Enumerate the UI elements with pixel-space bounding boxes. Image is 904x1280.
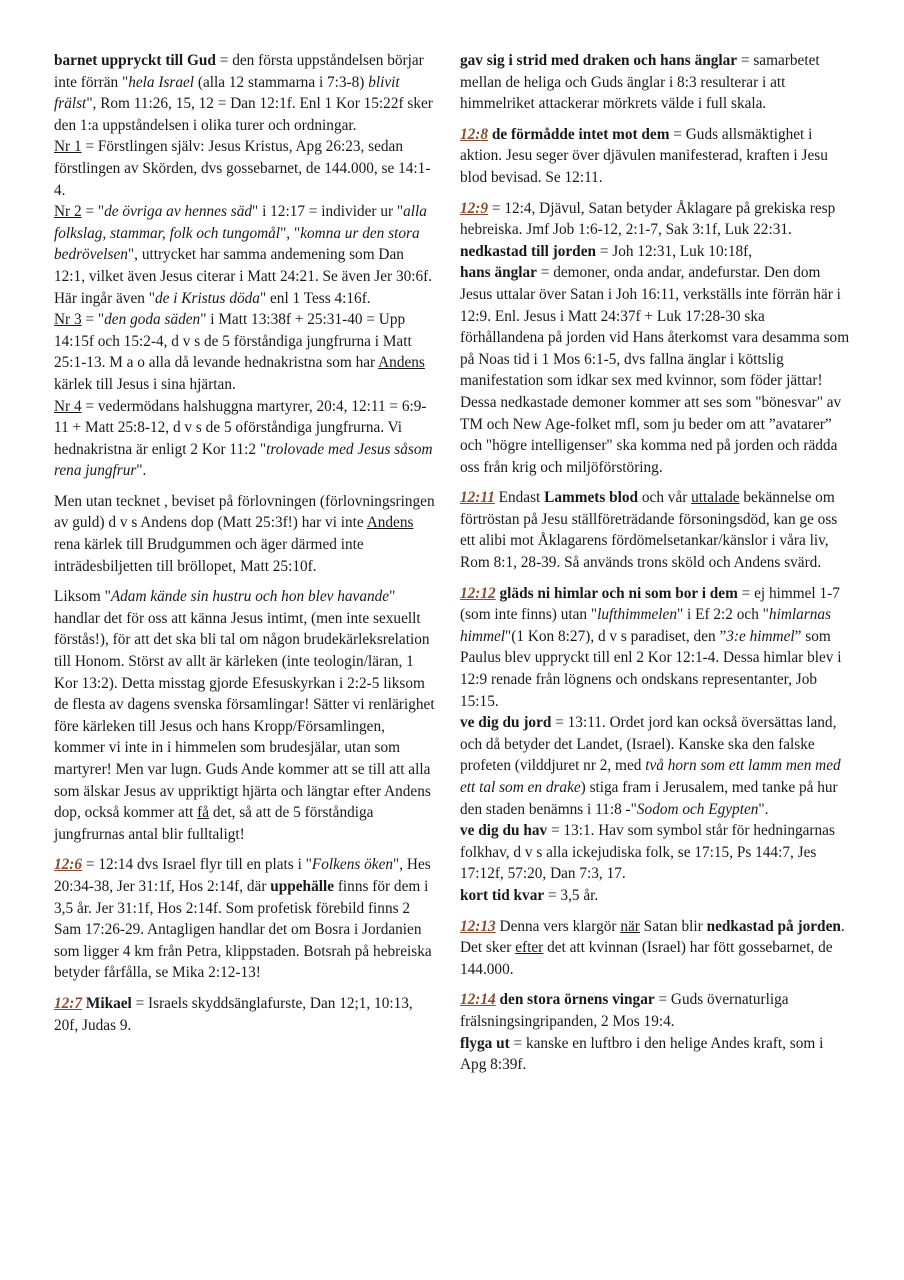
paragraph (54, 854, 438, 984)
paragraph (54, 396, 438, 482)
paragraph (460, 989, 852, 1032)
paragraph (460, 198, 852, 241)
text-run: Endast (494, 489, 545, 507)
text-run: det att kvinnan (Israel) har fött gossebarnet, de 144.000. (460, 939, 833, 978)
bold-term: kort tid kvar (460, 886, 545, 904)
text-run: Denna vers klargör (495, 917, 621, 935)
text-run: Här ingår även " (54, 289, 155, 307)
left-column (54, 50, 438, 1036)
text-run: det, så att de 5 förståndiga jungfrurnas antal blir fulltaligt! (54, 804, 374, 843)
bold-term: Lammets blod (544, 489, 639, 507)
text-run: = demoner, onda andar, andefurstar. Den dom Jesus uttalar över Satan i Joh 16:11, verkställs inte förrän här i 12:9. Enl. Jesus i Matt 24:37f + Luk 17:28-30 ska förhållandena på jorden vid Hans återkomst vara desamma som på Noas tid i 1 Mos 6:1-5, dvs fallna änglar i köttslig manifestation som idkar sex med kvinnor, som föder jättar! Dessa nedkastade demoner kommer att ses som "bönesvar" av TM och New Age-folket mfl, som ju beder om att ”avatarer” och "högre intelligenser" ska komma ned på jorden och rädda oss från krig och miljöförstöring. (460, 264, 850, 476)
italic-quote: två horn som ett lamm men med ett tal som en drake (460, 757, 841, 796)
text-run: = 13:1. Hav som symbol står för hedningarnas folkhav, d v s alla ickejudiska folk, se 17:15, Ps 144:7, Jes 17:12f, 57:20, Dan 7:3, 17. (460, 822, 835, 883)
text-run: " handlar det för oss att känna Jesus intimt, (men inte sexuellt förstås!), för att det ska bli tal om någon brudekärleksrelation till Honom. Störst av allt är kärleken (inte teologin/läran, 1 Kor 13:2). Detta misstag gjorde Efesuskyrkan i 2:2-5 liksom de flesta av dagens svenska församlingar! Sätter vi renlärighet före kärleken till Jesus och hans Kropp/Församlingen, kommer vi inte in i himmelen som brudesjälar, utan som martyrer! Men var lugn. Guds Ande kommer att se till att alla som älskar Jesus av uppriktigt hjärta och längtar efter Andens dop, också kommer att (54, 588, 435, 822)
text-run: "(1 Kon 8:27), d v s paradiset, den ” (505, 627, 727, 645)
verse-reference: 12:11 (460, 489, 495, 507)
bold-term: nedkastad till jorden (460, 242, 596, 260)
text-run: = Israels skyddsänglafurste, Dan 12;1, 10:13, 20f, Judas 9. (54, 994, 413, 1034)
text-run: ", Hes 20:34-38, Jer 31:1f, Hos 2:14f, där (54, 856, 431, 895)
italic-quote: Adam kände sin hustru och hon blev havande (110, 588, 390, 606)
text-run: " i Matt 13:38f + 25:31-40 = Upp 14:15f och 15:2-4, d v s de 5 förståndiga jungfrurna i Matt 25:1-13. M a o alla då levande hednakristna som har (54, 311, 412, 372)
paragraph (54, 50, 438, 136)
text-run: ) stiga fram i Jerusalem, med tanke på hur den staden benämns i 11:8 -" (460, 779, 838, 818)
paragraph (460, 262, 852, 478)
text-run: ", Rom 11:26, 15, 12 = Dan 12:1f. Enl 1 Kor 15:22f sker den 1:a uppståndelsen i olika turer och ordningar. (54, 95, 433, 134)
text-run: = 12:4, Djävul, Satan betyder Åklagare på grekiska resp hebreiska. Jmf Job 1:6-12, 2:1-7, Sak 3:1f, Luk 22:31. (460, 199, 836, 239)
text-run: kärlek till Jesus i sina hjärtan. (54, 375, 236, 393)
italic-quote: Folkens öken (311, 856, 394, 874)
paragraph (54, 201, 438, 287)
italic-quote: hela Israel (128, 73, 195, 91)
verse-reference: 12:13 (460, 917, 496, 935)
paragraph (460, 820, 852, 885)
paragraph (460, 916, 852, 981)
text-run: Satan blir (639, 917, 707, 935)
verse-reference: 12:9 (460, 199, 489, 217)
text-run: = 13:11. Ordet jord kan också översättas land, och då betyder det Landet, (Israel). Kanske ska den falske profeten (vilddjuret nr 2, med (460, 714, 837, 775)
paragraph (460, 241, 852, 263)
text-run: ". (136, 462, 147, 480)
underlined-term: få (197, 804, 210, 822)
italic-quote: de i Kristus döda (154, 289, 260, 307)
bold-term: gläds ni himlar och ni som bor i dem (499, 584, 738, 602)
text-run: = den första uppståndelsen börjar inte förrän " (54, 52, 424, 91)
bold-term: den stora örnens vingar (499, 991, 655, 1009)
italic-quote: blivit frälst (54, 73, 400, 113)
bold-term: ve dig du hav (460, 822, 548, 840)
text-run: (alla 12 stammarna i 7:3-8) (194, 73, 369, 91)
underlined-term: Andens (366, 514, 414, 532)
paragraph (460, 124, 852, 189)
text-run: = kanske en luftbro i den helige Andes kraft, som i Apg 8:39f. (460, 1034, 824, 1074)
text-run: = ej himmel 1-7 (som inte finns) utan " (460, 584, 840, 624)
paragraph (54, 491, 438, 577)
bold-term: hans änglar (460, 264, 537, 282)
paragraph (460, 1033, 852, 1076)
paragraph (460, 50, 852, 115)
text-run: " enl 1 Tess 4:16f. (259, 289, 371, 307)
italic-quote: komna ur den stora bedrövelsen (54, 224, 420, 264)
italic-quote: alla folkslag, stammar, folk och tungomål (54, 203, 427, 242)
underlined-term: Nr 1 (54, 138, 82, 156)
text-run: ", " (280, 224, 301, 242)
verse-reference: 12:6 (54, 856, 83, 874)
bold-term: barnet uppryckt till Gud (54, 52, 216, 69)
underlined-term: Nr 3 (54, 311, 82, 329)
bold-term: gav sig i strid med draken och hans änglar (460, 52, 738, 69)
italic-quote: lufthimmelen (597, 606, 677, 624)
paragraph (54, 288, 438, 310)
text-run: = 12:14 dvs Israel flyr till en plats i " (82, 856, 312, 874)
text-run: Men utan tecknet , beviset på förlovningen (förlovningsringen av guld) d v s Andens dop (Matt 25:3f!) har vi inte (54, 492, 435, 532)
bold-term: ve dig du jord (460, 714, 552, 732)
text-run: = Guds allsmäktighet i aktion. Jesu seger över djävulen manifesterad, kraften i Jesu blod bevisad. Se 12:11. (460, 125, 828, 186)
underlined-term: uttalade (691, 489, 740, 507)
text-run: bekännelse om förtröstan på Jesu ställföreträdande försoningsdöd, kan ge oss ett alibi mot Åklagarens fördömelsetankar/känslor i våra liv, Rom 8:1, 28-39. Så används trons sköld och Andens svärd. (460, 489, 838, 572)
italic-quote: den goda säden (104, 311, 201, 329)
text-run: = " (81, 203, 105, 221)
paragraph (460, 487, 852, 573)
text-run: Liksom " (54, 588, 111, 606)
verse-reference: 12:7 (54, 994, 83, 1012)
text-run: = Guds övernaturliga frälsningsingripanden, 2 Mos 19:4. (460, 991, 789, 1030)
underlined-term: Nr 2 (54, 203, 82, 221)
italic-quote: 3:e himmel (726, 627, 795, 645)
text-run: ” som Paulus blev uppryckt till enl 2 Kor 12:1-4. Dessa himlar blev i 12:9 renade från lögnens och ondskans representanter, Job 15:15. (460, 627, 842, 710)
verse-reference: 12:8 (460, 125, 489, 143)
paragraph (460, 712, 852, 820)
right-column (460, 50, 852, 1076)
text-run: = vedermödans halshuggna martyrer, 20:4, 12:11 = 6:9-11 + Matt 25:8-12, d v s de 5 oförståndiga jungfrurna. Vi hednakristna är enligt 2 Kor 11:2 " (54, 397, 427, 458)
text-run: ", uttrycket har samma andemening som Dan 12:1, vilket även Jesus citerar i Matt 24:21. Se även Jer 30:6f. (54, 246, 433, 285)
underlined-term: efter (515, 939, 544, 957)
bold-term: nedkastad på jorden (706, 917, 841, 935)
text-run: = Förstlingen själv: Jesus Kristus, Apg 26:23, sedan förstlingen av Skörden, dvs gossebarnet, de 144.000, se 14:1-4. (54, 138, 431, 199)
underlined-term: när (620, 917, 640, 935)
bold-term: flyga ut (460, 1034, 510, 1052)
bold-term: de förmådde intet mot dem (491, 125, 670, 143)
text-run: = samarbetet mellan de heliga och Guds änglar i 8:3 resulterar i att himmelriket attackerar mörkrets välde i full skala. (460, 52, 820, 113)
paragraph (54, 136, 438, 201)
paragraph (54, 586, 438, 845)
paragraph (54, 309, 438, 395)
underlined-term: Nr 4 (54, 397, 82, 415)
text-run: finns för dem i 3,5 år. Jer 31:1f, Hos 2:14f. Som profetisk förebild finns 2 Sam 17:26-29. Antagligen handlar det om Bosra i Jordanien som ligger 4 km från Petra, klippstaden. Botsrah på hebreiska betyder fårfålla, se Mika 2:12-13! (54, 877, 432, 982)
bold-term: Mikael (85, 994, 132, 1012)
text-run: " i Ef 2:2 och " (676, 606, 769, 624)
paragraph (460, 885, 852, 907)
text-run: = " (81, 311, 105, 329)
verse-reference: 12:12 (460, 584, 496, 602)
text-run: ". (758, 800, 769, 818)
text-run: = 3,5 år. (544, 886, 599, 904)
underlined-term: Andens (378, 354, 425, 372)
text-run: och vår (638, 489, 692, 507)
text-run: . Det sker (460, 917, 845, 957)
text-run: " i 12:17 = individer ur " (252, 203, 404, 221)
paragraph (460, 583, 852, 713)
verse-reference: 12:14 (460, 991, 496, 1009)
italic-quote: de övriga av hennes säd (104, 203, 252, 221)
paragraph (54, 993, 438, 1036)
italic-quote: himlarnas himmel (460, 606, 831, 645)
text-run: rena kärlek till Brudgummen och äger därmed inte inträdesbiljetten till bröllopet, Matt 25:10f. (54, 536, 364, 575)
bold-term: uppehälle (270, 877, 335, 895)
italic-quote: trolovade med Jesus såsom rena jungfrur (54, 440, 433, 480)
text-run: = Joh 12:31, Luk 10:18f, (596, 242, 753, 260)
italic-quote: Sodom och Egypten (636, 800, 759, 818)
